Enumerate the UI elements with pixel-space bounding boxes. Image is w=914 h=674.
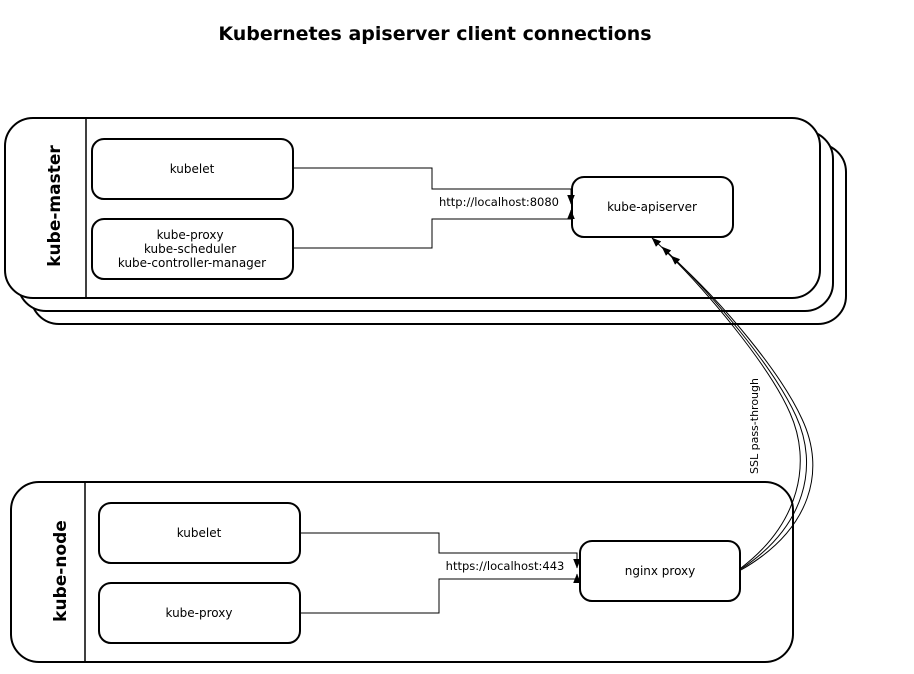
https-edge-label: https://localhost:443 [445,559,565,573]
kube-apiserver-label: kube-apiserver [607,200,697,214]
kube-master-label: kube-master [45,145,65,267]
master-kubelet-label: kubelet [169,162,215,176]
node-kube-proxy-label: kube-proxy [165,606,233,620]
node-kubelet-label: kubelet [176,526,222,540]
diagram-title: Kubernetes apiserver client connections [218,23,652,45]
http-edge-label: http://localhost:8080 [439,195,559,209]
control-plane-label: kube-proxy kube-scheduler kube-controller-manager [117,228,267,270]
kube-node-label: kube-node [51,520,71,622]
kube-node-cluster [11,482,793,662]
nginx-proxy-label: nginx proxy [624,564,696,578]
ssl-passthrough-label: SSL pass-through [748,378,761,474]
kube-master-cluster [5,118,846,324]
